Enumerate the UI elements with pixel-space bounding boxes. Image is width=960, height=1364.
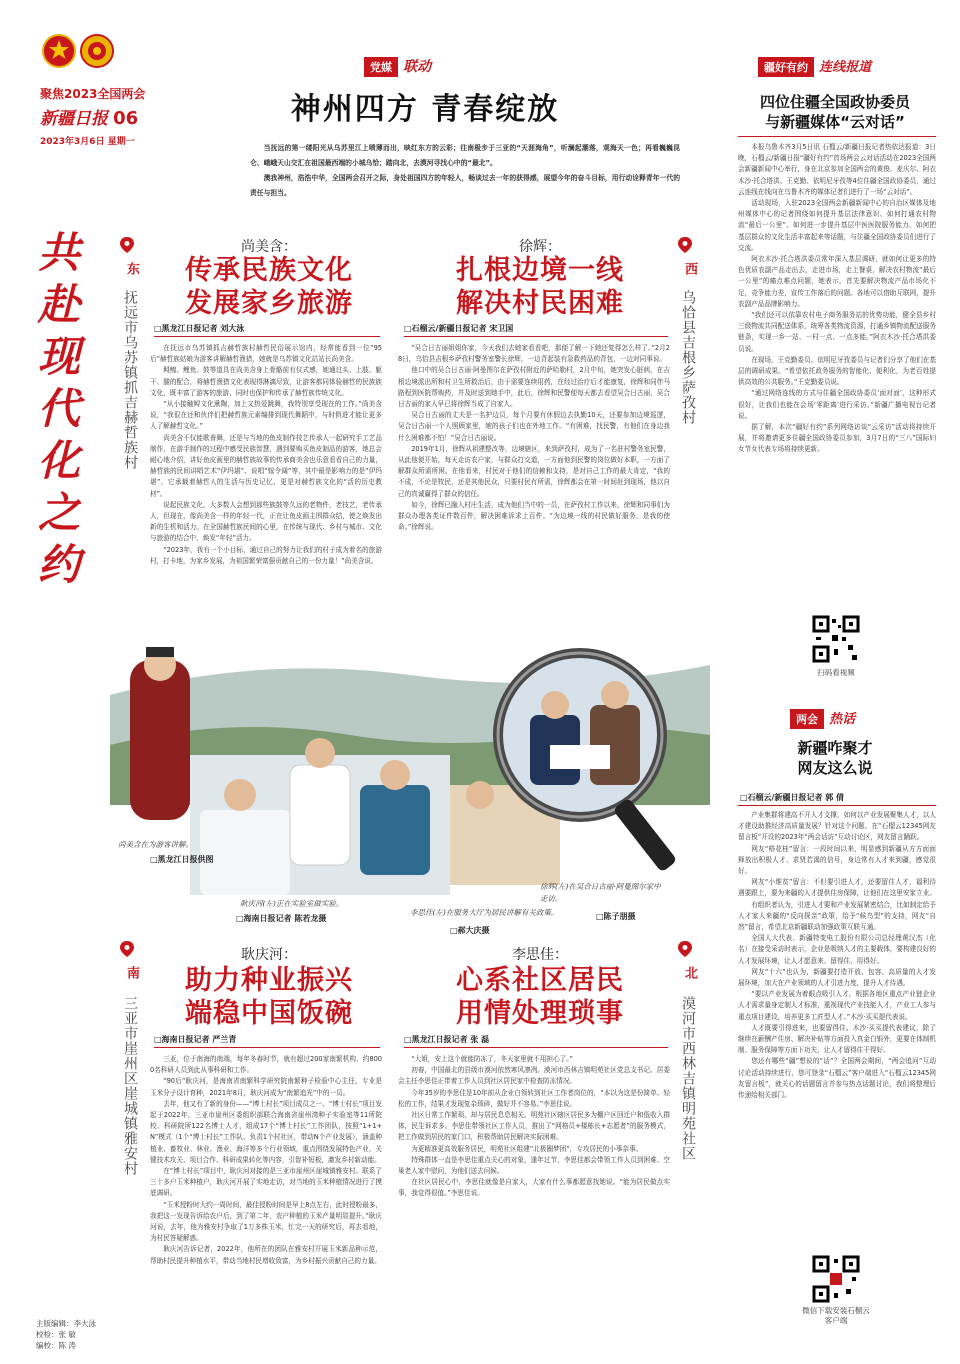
sidebar2-tag: [790, 708, 855, 729]
west-direction: 西: [682, 262, 697, 275]
north-paragraph: 初春，中国最北的县级市漠河依然寒风凛冽。漠河市西林吉镇明苑社区党总支书记、居委会主任李思佳正带着工作人员到社区居民家中检查防冻情况。: [398, 1066, 670, 1086]
sidebar2-paragraph: 有组织者认为，引进人才要和产业发展紧密结合，比如制定给予人才家人来疆的“反向探亲”政策，给予“候鸟型”的支持，网友“自然”留言，希望北京新疆联动加强政策互联互通。: [738, 900, 936, 932]
east-paragraph: “2023年，我有一个小目标，通过自己的努力让我们的村子成为着名的旅游村，打卡地，为家乡发展，为祖国繁荣富强贡献自己的一份力量！”尚美含说。: [150, 545, 382, 565]
east-paragraph: 鲟鳇、鲤鱼、鼓等道具在尚美含身上骨骼前有仪式感，她通过头、上肢、躯干、腿的配合，将赫哲渔猎文化表现得淋漓尽致，让游客都同体验赫哲的民族族文化，既丰富了游客的旅游，同时也保护和传承了赫哲族传统文化。: [150, 366, 382, 397]
masthead: [0, 0, 146, 160]
sidebar2-headline: [735, 738, 935, 778]
west-title: [410, 254, 670, 320]
location-pin-icon: [676, 236, 694, 254]
sidebar1-qr-caption: 扫码看视频: [817, 668, 855, 677]
photo-caption-west: 徐辉(左)在吴合日古丽·阿曼图尔家中走访。: [540, 882, 661, 903]
west-paragraph: 他口中的吴合日古丽·阿曼图尔在萨孜村附近的萨哈勒村，2月中旬，她突发心脏病，在吉根边境派出所和村卫生所救治后，由于需要连续用药，在经过治疗后才能康复，徐辉和同伴马路程到医院帮购药，并及时送到她手中，此后，徐辉和民警便每天都去看望吴合日古丽，吴合日古丽的家人早已将徐辉当成了自家人。: [398, 366, 670, 409]
sidebar2-paragraph: 您还有哪些“疆”想说的“话”？全国两会期间，“两会追问”互动讨论活动持续进行，您可登录“石榴云”客户端进入“石榴云12345网友留言板”，就关心的话题留言并参与热点话题讨论，我们将整理后传递给相关部门。: [738, 1057, 936, 1100]
sidebar2-paragraph: “要以产业发展为着眼点吸引人才，根据各地区重点产业链企业人才需求量身定制人才标准，重视现代产业技能人才，产业工人参与重点项目建设，培养更多工匠型人才。”木沙·买买提代表说。: [738, 990, 936, 1021]
sidebar2-paragraph: 人才既要引得进来，也要留得住。木沙·买买提代表建议，除了继续在薪酬产住房、解决补贴等方面投入真金白银外，更要在体制机制、服务保障等方面下功夫，让人才留得住干得好。: [738, 1023, 936, 1055]
east-direction: 东: [124, 262, 139, 275]
south-paragraph: 去年，他又有了新的身份——“博士村长”项目成员之一。“博士村长”项目发起于2022年，三亚市崖州区委组织部联合海南省崖州湾种子实验室等11所院校、科研院所122名博士人才，组成17个“博士村长”工作团队，按照“1+1+N”模式（1个“博士村长”工作队、负责1个村社区，带动N个产业发展），涵盖种植业、畜牧业、林业、渔业、海洋等多个行业领域，重点围绕发展特色产业、关键技术攻关、项目合作、科研成果转化等内容，引智补短板，激发乡村新动能。: [150, 1099, 382, 1164]
location-pin-icon: [676, 940, 694, 958]
location-pin-icon: [118, 940, 136, 958]
masthead-paper: [40, 104, 138, 129]
north-byline: □黑龙江日报记者 张 磊: [404, 1035, 490, 1044]
south-paragraph: 耿庆河告诉记者，2022年，他所在的团队在雅安村开展玉米新品种示范，帮助村民提升种植水平，带动当地村民增收致富，为乡村振兴贡献自己的力量。: [150, 1245, 382, 1265]
sidebar1-paragraph: 活动现场，入驻2023全国两会新疆新闻中心的自治区媒体及地州媒体中心的记者围绕如何提升基层法律意识、如何打通农村物流“最后一公里”、如何进一步提升基层中医医院服务能力、如何把基层群众的文化生活丰富起来等话题，与住疆全国政协委员们进行了交流。: [738, 199, 936, 252]
sidebar2-tag-badge: 两会: [790, 709, 824, 729]
top-lede-p1: 当抚远的第一缕阳光从乌苏里江上喷薄而出，映红东方的云彩；往南极步于三亚的“天涯海角”，听澜起潮落，观海天一色；再看巍巍昆仑、峨峨天山交汇在祖国最西端的小城乌恰；踏向北，去漠河寻找心中的“最北”。: [250, 144, 680, 167]
sidebar2-paragraph: 网友“小维贫”留言：不但要引进人才，还要留住人才，福利待遇要跟上，要为来疆的人才提供住房保障，让他们在这里安家立业。: [738, 878, 936, 898]
sidebar2-headline-line1: 新疆咋聚才: [797, 739, 873, 757]
sidebar2-paragraph: 全国人大代表、新疆特变电工股份有限公司总经理黄汉杰（化名）在接受采访时表示，企业是吸纳人才的主要载体，要构建良好的人才发展环境，让人才愿意来、留得住、用得好。: [738, 934, 936, 965]
qr-code-icon[interactable]: [812, 615, 860, 663]
sidebar2-paragraph: 网友“十六”也认为，新疆要打造开放、包容、高质量的人才发展环境，加大在产业领域的人才引进力度，提升人才待遇。: [738, 967, 936, 988]
masthead-series: 聚焦2023全国两会: [40, 87, 146, 101]
photo-credit-east: □黑龙江日报供图: [150, 855, 214, 864]
editor-line: 主版编辑：李大泳: [36, 1319, 96, 1328]
sidebar2-byline: □石榴云/新疆日报记者 郭 倩: [740, 793, 845, 802]
sidebar2-headline-line2: 网友这么说: [797, 759, 873, 777]
north-paragraph: 为更精准更高效服务居民，明苑社区组建“北极圈梦团”，专攻居民的小事杂事。: [411, 1144, 643, 1153]
north-location: 漠河市西林吉镇明苑社区: [680, 996, 696, 1161]
editor-line: 编校：陈 涛: [36, 1341, 76, 1350]
south-paragraph: “玉米授粉时大约一周时间，最佳授粉时间是早上8点左右，此时授粉最多，我把这一发现告诉给农户后，到了第二年，农户种植的玉米产量明显提升。”耿庆河说，去年，他为雅安村争取了1万多株玉米，忙完一天的研究后，再去看地，为村民答疑解惑。: [150, 1200, 382, 1243]
top-lede-p2: 澳我神州，浩浩中华，全国两会召开之际，身处祖国四方的年轻人，畅谈过去一年的获得感，展望今年的奋斗目标，用行动诠释青年一代的责任与担当。: [250, 174, 680, 197]
north-title-line2: 用情处理琐事: [456, 998, 624, 1029]
top-tag: [364, 56, 431, 77]
sidebar1-divider: [738, 136, 936, 137]
sidebar1-paragraph: “我们还可以依靠农村电子商务服务站的优势功能，健全县乡村三级物流共同配送体系，统筹各类物流资源，打通乡镇物流配送服务链条，实现一乡一站、一村一点、一点多能。”阿衣木沙·托合塔洪委员说。: [738, 311, 936, 353]
east-title-line1: 传承民族文化: [185, 255, 353, 286]
west-paragraph: “吴合日古丽姐姐你家，今天我们去她家看看吧，那便了解一下她还复得怎么样了。”2月28日，乌恰县吉根乡萨孜村警务室警长徐辉，一边背起装有急救药品的背包，一边对同事说。: [398, 344, 670, 364]
editor-line: 校检：张 敏: [36, 1330, 76, 1339]
east-title-line2: 发展家乡旅游: [185, 288, 353, 319]
west-title-line2: 解决村民困难: [456, 288, 624, 319]
photo-caption-south: 耿庆河(左)正在实验室做实验。: [240, 899, 344, 908]
sidebar1-paragraph: 本报乌鲁木齐3月5日讯 石榴云/新疆日报记者热依达报道：3日晚，石榴云/新疆日报“疆好有约”首场两会云对话活动在2023全国两会新疆新闻中心举行，身在北京参加全国两会的黄俊、麦庆尔、阿衣木沙·托合塔洪、王克勤、依明尼牙孜等4位住疆全国政协委员，通过云连线在线向在乌鲁木齐的媒体记者们进行了一场“云对话”。: [738, 143, 936, 196]
sidebar1-body: [738, 142, 936, 612]
top-headline: 神州四方 青春绽放: [290, 92, 560, 127]
sidebar2-tag-script: 热话: [829, 712, 856, 727]
east-paragraph: 尚美含不仅能歌善舞，还是与当地的鱼皮制作技艺传承人一起研究手工艺品制作，在游手制作的过程中感受民族智慧，遇到要购买鱼皮制品的游客，她总会耐心地介绍，讲好鱼皮画里的赫哲族故事的传承商美含也乐意看看自己的力量，赫哲族的民间讲唱艺术“伊玛堪”、说唱“嫁令阔”等，其中最是影响力的是“伊玛堪”，它承载着赫哲人的生活与历史记忆，更是对赫哲族文化的“活的历史教材”。: [150, 433, 382, 498]
south-location: 三亚市崖州区崖城镇雅安村: [122, 996, 138, 1176]
east-paragraph: “从小接触鲟文化熏陶，加上又热爱跳舞，我特别享受现在的工作。”尚美含说，“我很在还和伙伴们把赫哲族元素编排到现代舞蹈中，与时俱进才能让更多人了解赫哲文化。”: [150, 400, 382, 431]
photo-caption-east: 尚美含在为游客讲解。: [118, 840, 193, 849]
south-title-line2: 端稳中国饭碗: [185, 998, 353, 1029]
south-divider: [154, 1047, 380, 1048]
north-direction: 北: [682, 966, 697, 979]
east-location: 抚远市乌苏镇抓吉赫哲族村: [122, 290, 138, 470]
south-direction: 南: [124, 966, 139, 979]
south-paragraph: 三亚，位于南海的南端，每年冬春时节，就有超过200家南繁机构、约8000名科研人员到此从事科研和工作。: [150, 1055, 382, 1075]
east-divider: [154, 336, 380, 337]
north-paragraph: 今年35岁的李思佳是10年前从企业白领转到社区工作者岗位的，“本以为这是份简单、轻松的工作，结果才发现复杂琐碎，做好并不容易。”李思佳说。: [398, 1088, 670, 1108]
sidebar2-qr-caption: 微信下载安装石榴云客户端: [802, 1306, 870, 1325]
south-body: [150, 1054, 382, 1354]
sidebar2-body: [738, 810, 936, 1250]
west-person: 徐辉：: [519, 239, 561, 255]
south-byline: □海南日报记者 严兰青: [154, 1035, 237, 1044]
west-byline: □石榴云/新疆日报记者 宋卫国: [404, 324, 514, 333]
vertical-banner: 共赴现代化之约: [32, 230, 81, 594]
page-number: 06: [113, 108, 139, 129]
west-paragraph: 2019年1月，徐辉从祖建整改等，边境辖区，来到萨孜村，成为了一名驻村警务室民警，从此他便开始，每天走访农户家，与群众打交道，一方面他到民警的岗位做好本职，一方面了解群众所需所困。在他看来，村民对于他们的信赖和支持，是对自己工作的最大肯定，“我的不成，不论是牧民，还是其他民众，只要村民有所需，徐辉都会在第一时间赶到现场，他以自己的真诚赢得了群众的信任。: [398, 444, 670, 498]
sidebar1-headline-line1: 四位住疆全国政协委员: [759, 93, 910, 111]
south-title: [154, 964, 384, 1030]
top-lede: [250, 141, 680, 201]
sidebar1-tag: [758, 56, 871, 77]
west-location: 乌恰县吉根乡萨孜村: [680, 290, 696, 425]
photo-caption-north: 李思佳(左)在服务大厅为居民讲解有关政策。: [410, 908, 559, 917]
north-title: [410, 964, 670, 1030]
photo-montage: [110, 635, 710, 935]
west-paragraph: 吴合日古丽的丈夫是一名护边员，每个月要有休假边去执勤10天，还要参加边境巡逻，吴合日古丽一个人照顾家里，她的孩子们也在外地工作。“有困难，找民警，有他们在身边我什么困难都不怕！”吴合日古丽说。: [398, 411, 670, 442]
north-body: [398, 1054, 670, 1354]
north-paragraph: 特殊群体一直是李思佳重点关心的对象，逢年过节，李思佳都会带领工作人员到困难、空巢老人家中慰问，为他们送去问候。: [398, 1155, 670, 1176]
paper-name: 新疆日报: [40, 109, 108, 129]
east-title: [154, 254, 384, 320]
east-body: [150, 343, 382, 640]
masthead-date: 2023年3月6日 星期一: [40, 137, 135, 147]
sidebar1-paragraph: 据了解，本次“疆好有约”系列网络访谈“云采访”活动将持续开展，并将邀请更多住疆全国政协委员参加，3月7日的“三八”国际妇女节女代表专场将持续更新。: [738, 423, 936, 454]
photo-credit-north: □郝大庆摄: [450, 926, 490, 935]
north-title-line1: 心系社区居民: [456, 965, 624, 996]
south-person: 耿庆河：: [241, 947, 297, 963]
top-tag-badge: 党媒: [364, 57, 398, 77]
north-paragraph: “大姐，安上这个就能防冻了，冬天家里就不用担心了。”: [411, 1055, 573, 1063]
north-paragraph: 在社区居民心中，李思佳就像是自家人，大家有什么事都愿意找她说。“能为居民做点实事，我觉得很值。”李思佳说。: [398, 1178, 670, 1198]
south-paragraph: “90后”耿庆河，是海南省南繁科学研究院南繁种子检验中心主任，专业是玉米分子设计育种，2021年8月，耿庆河成为“南繁追光”中的一员。: [150, 1077, 382, 1097]
east-paragraph: 在抚远市乌苏镇抓吉赫哲族村赫哲民俗展示馆内，经常能看到一位“95后”赫哲族姑娘为游客讲解赫哲渔猎，她就是乌苏镇文化站站长尚美含。: [150, 344, 382, 364]
national-emblem-icon: [42, 34, 76, 68]
sidebar2-paragraph: 网友“格花桂”留言：一段时间以来，明显感到新疆从方方面面释放出积极人才、求贤若渴的信号，身边常有人才来到疆，感觉很好。: [738, 844, 936, 876]
photo-credit-south: □海南日报记者 陈若龙摄: [236, 914, 327, 923]
north-person: 李思佳：: [512, 947, 568, 963]
south-title-line1: 助力种业振兴: [185, 965, 353, 996]
west-paragraph: 如今，徐辉已融入村庄生活，成为他们当中的一员，在萨孜村工作以来，徐辉和同事们为群众办理各类证件数百件，解决困难诉求上百件。“为边境一线的村民做好服务，是我的使命。”徐辉说。: [398, 500, 670, 532]
east-person: 尚美含：: [241, 239, 297, 255]
sidebar2-paragraph: 产业集群将建高不开人才支撑，如何以产业发展聚集人才，以人才建设助推经济高质量发展？针对这个问题，在“石榴云12345网友留言板”开设的2023年“两会话访”互动讨论区，网友留言踊跃。: [738, 811, 936, 842]
north-paragraph: 社区日常工作繁琐，却与居民息息相关。明苑社区辖区居民多为棚户区回迁户和低收入群体，民生诉求多。李思佳带领社区工作人员，推出了“网格员+楼栋长+志愿者”的服务模式，把工作做到居民的家门口，积极帮助居民解决实际困难。: [398, 1111, 670, 1142]
west-divider: [404, 336, 668, 337]
west-body: [398, 343, 670, 618]
sidebar1-headline-line2: 与新疆媒体“云对话”: [765, 113, 905, 131]
sidebar1-tag-badge: 疆好有约: [758, 57, 814, 77]
south-paragraph: 在“博士村长”项目中，耿庆河对接的是三亚市崖州区崖城镇雅安村。联系了三十多户玉米种植户，耿庆河开展了实地走访，对当地的玉米种植情况进行了摸底调研。: [150, 1167, 382, 1198]
north-divider: [404, 1047, 668, 1048]
cppcc-emblem-icon: [80, 34, 114, 68]
photo-credit-west: □陈子朋摄: [596, 912, 636, 921]
sidebar1-headline: [735, 92, 935, 132]
sidebar1-paragraph: 在现场，王克勤委员、依明尼牙孜委员与记者们分享了他们在基层的调研成果。“希望依托政务服务的智能化、便利化，为老百姓提供高效的公共服务。”王克勤委员说。: [738, 355, 936, 387]
location-pin-icon: [118, 236, 136, 254]
editor-info: [36, 1318, 96, 1351]
sidebar2-divider: [738, 805, 936, 806]
sidebar1-paragraph: “通过网络连线的方式与住疆全国政协委员‘面对面’，这种形式很好，让我们也能在会场‘零距离’进行采访。”新疆广播电视台记者说。: [738, 389, 936, 420]
east-byline: □黑龙江日报记者 刘大泳: [154, 324, 245, 333]
sidebar1-tag-script: 连线报道: [819, 60, 872, 75]
app-qr-code-icon[interactable]: [812, 1255, 860, 1303]
east-paragraph: 说起民族文化，大多数人会想到那些族鼓等久远的老物件，老技艺，老传承人，但现在，像尚美含一样的年轻一代，正在让鱼皮画主围群众结，使之焕发出新的生机和活力。在全国赫哲族民间的心里，在传统与现代、乡村与城市、文化与旅游的结合中，焕发“年轻”活力。: [150, 500, 382, 543]
top-tag-script: 联动: [403, 59, 432, 75]
sidebar1-paragraph: 阿衣木沙·托合塔洪委员常年深入基层调研，就如何让更多的特色优质农副产品走出去，走进市场，走上餐桌，解决农村物流“最后一公里”的痛点难点问题，她表示，首先要解决物流产品市场化不足，竞争能力差，宣传工作落后的问题。各地可以借助互联网，提升农副产品品牌影响力。: [738, 255, 936, 308]
west-title-line1: 扎根边境一线: [456, 255, 624, 286]
